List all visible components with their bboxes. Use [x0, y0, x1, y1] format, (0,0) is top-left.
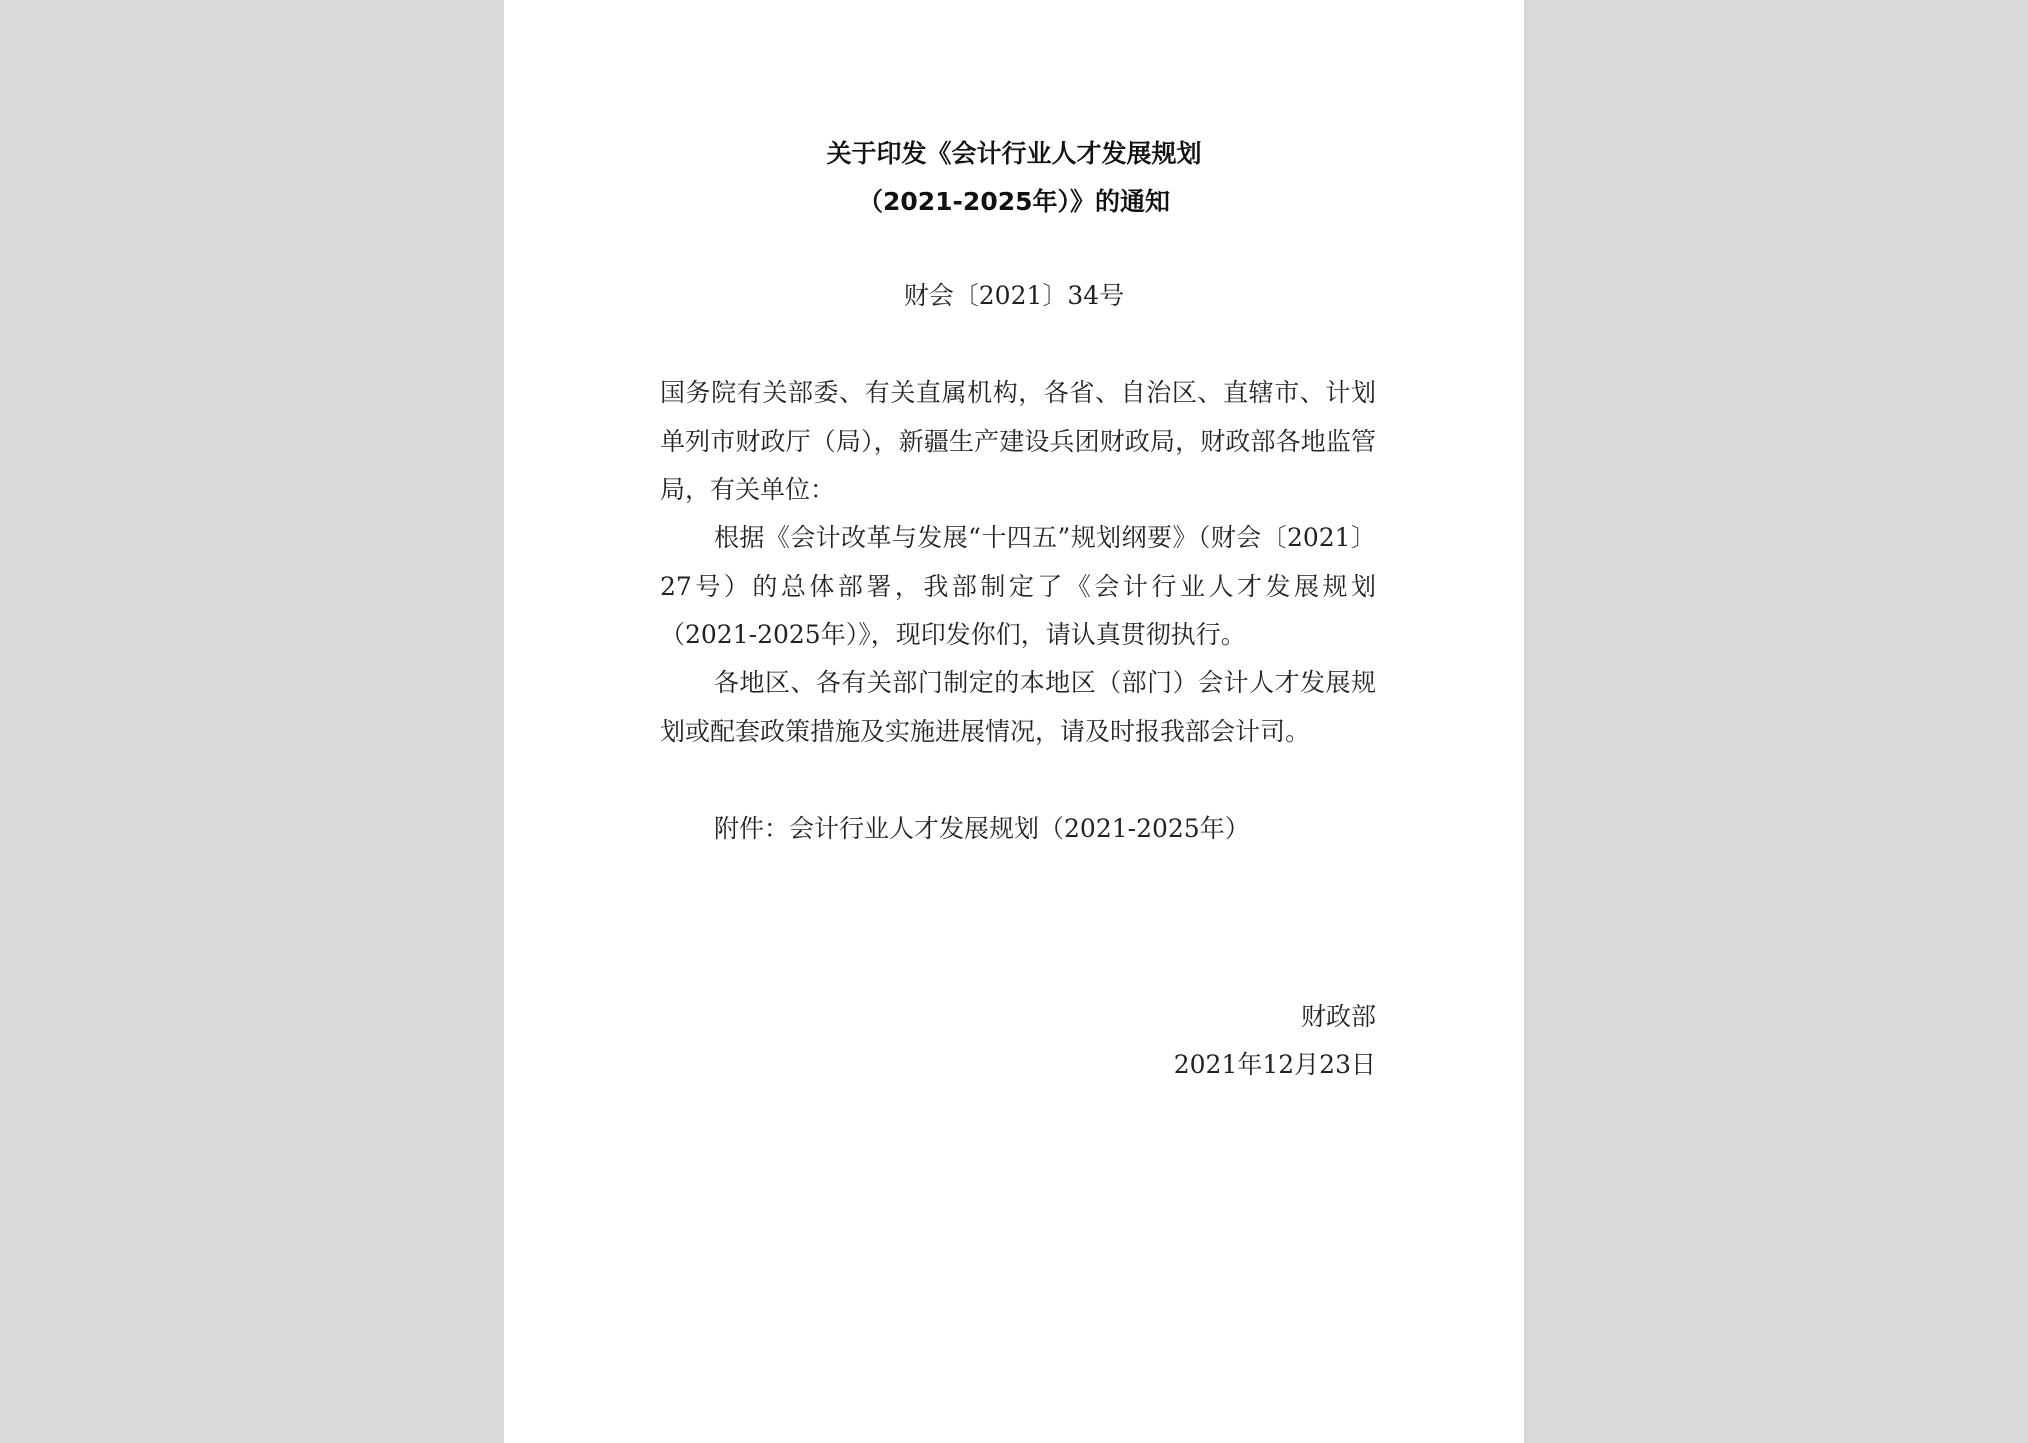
attachment-line: 附件：会计行业人才发展规划（2021-2025年） [714, 814, 1250, 843]
document-title-line-2: （2021-2025年）》的通知 [857, 187, 1171, 216]
body-paragraph-1: 根据《会计改革与发展“十四五”规划纲要》（财会〔2021〕27号）的总体部署，我部制定了《会计行业人才发展规划（2021-2025年）》，现印发你们，请认真贯彻执行。 [660, 523, 1376, 649]
addressee-paragraph: 国务院有关部委、有关直属机构，各省、自治区、直辖市、计划单列市财政厅（局），新疆生产建设兵团财政局，财政部各地监管局，有关单位： [660, 378, 1376, 504]
document-page [504, 0, 1524, 1443]
body-paragraph-2: 各地区、各有关部门制定的本地区（部门）会计人才发展规划或配套政策措施及实施进展情况，请及时报我部会计司。 [660, 668, 1376, 746]
signature-date: 2021年12月23日 [1173, 1050, 1376, 1079]
document-title-line-1: 关于印发《会计行业人才发展规划 [826, 139, 1202, 168]
signature-organization: 财政部 [1300, 1002, 1376, 1031]
document-number: 财会〔2021〕34号 [903, 281, 1125, 310]
